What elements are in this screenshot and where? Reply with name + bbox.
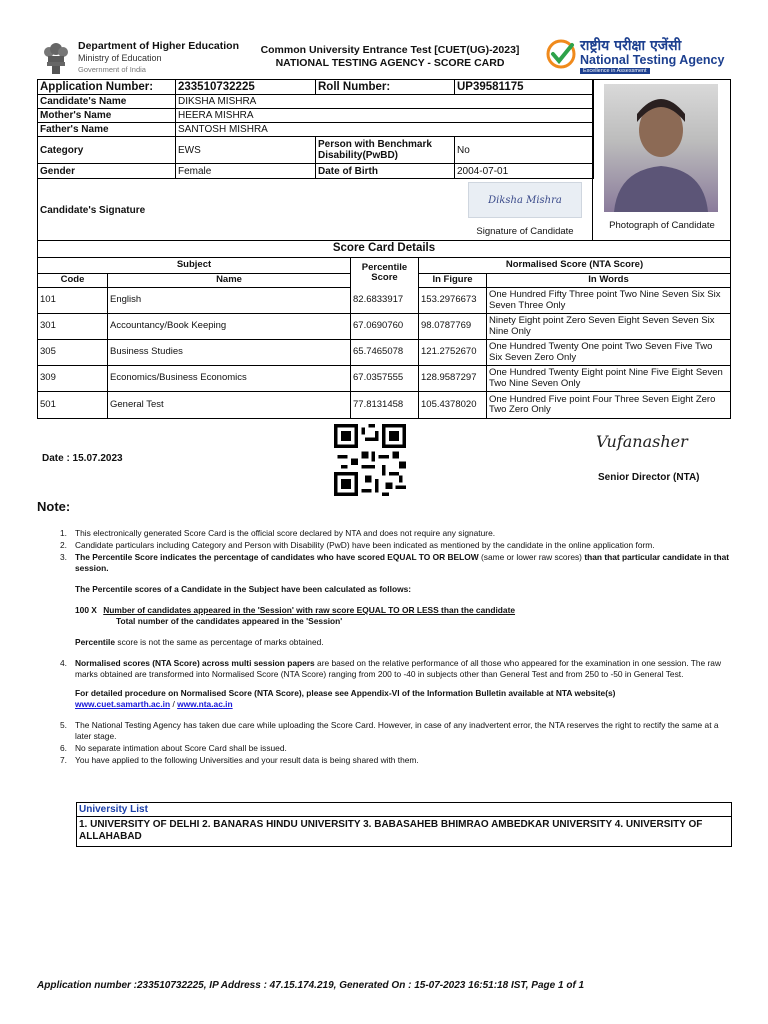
mother-label: Mother's Name bbox=[38, 109, 176, 122]
category-label: Category bbox=[38, 137, 176, 163]
department-name: Department of Higher Education bbox=[78, 40, 240, 52]
subject-code: 101 bbox=[38, 288, 108, 313]
nta-score-figure: 128.9587297 bbox=[419, 366, 487, 391]
gender-value: Female bbox=[176, 164, 316, 178]
mother-row bbox=[38, 109, 594, 123]
signature-label: Candidate's Signature bbox=[40, 204, 146, 216]
candidate-details bbox=[37, 79, 731, 241]
figure-header: In Figure bbox=[419, 274, 487, 287]
father-name: SANTOSH MISHRA bbox=[176, 123, 594, 136]
score-card bbox=[37, 241, 731, 419]
gender-row bbox=[38, 164, 594, 179]
nta-english-name: National Testing Agency bbox=[580, 53, 725, 67]
state-emblem-icon bbox=[38, 36, 74, 76]
university-list-heading: University List bbox=[77, 803, 731, 817]
note-2: Candidate particulars including Category and Person with Disability (PwD) have been indicated as mentioned by the candidate in the online application form. bbox=[75, 540, 655, 550]
nta-score-figure: 98.0787769 bbox=[419, 314, 487, 339]
nta-logo bbox=[546, 36, 732, 76]
words-header: In Words bbox=[588, 274, 629, 286]
photo-caption: Photograph of Candidate bbox=[609, 220, 715, 231]
subject-code: 501 bbox=[38, 392, 108, 418]
note-3: The Percentile Score indicates the percentage of candidates who have scored EQUAL TO OR BELOW (same or lower raw scores) than that particular candidate in that session. bbox=[75, 552, 730, 573]
note-3-calc: The Percentile scores of a Candidate in the Subject have been calculated as follows: bbox=[75, 584, 412, 594]
note-item: 1. This electronically generated Score Card is the official score declared by NTA and does not require any signature. bbox=[60, 528, 730, 539]
qr-code-icon[interactable] bbox=[333, 424, 407, 496]
director-title: Senior Director (NTA) bbox=[598, 472, 700, 483]
gender-label: Gender bbox=[38, 164, 176, 178]
pwbd-value: No bbox=[455, 137, 594, 163]
dob-value: 2004-07-01 bbox=[455, 164, 594, 178]
name-label: Candidate's Name bbox=[38, 95, 176, 108]
candidate-photo bbox=[604, 84, 718, 212]
note-item: 5. The National Testing Agency has taken due care while uploading the Score Card. However, in case of any inadvertent error, the NTA reserves the right to rectify the same at a later stage. bbox=[60, 720, 730, 742]
percentile-score: 82.6833917 bbox=[351, 288, 419, 313]
subject-group-header: Subject bbox=[38, 258, 351, 273]
subject-name: General Test bbox=[108, 392, 351, 418]
director-signature: Vufanasher bbox=[596, 432, 688, 451]
note-3-formula: 100 X Number of candidates appeared in the 'Session' with raw score EQUAL TO OR LESS than the candidate bbox=[75, 605, 516, 615]
score-row bbox=[38, 288, 730, 314]
percentile-score: 65.7465078 bbox=[351, 340, 419, 365]
page-footer: Application number :233510732225, IP Address : 47.15.174.219, Generated On : 15-07-2023 16:51:18 IST, Page 1 of 1 bbox=[37, 980, 585, 991]
subject-code: 309 bbox=[38, 366, 108, 391]
nta-score-figure: 153.2976673 bbox=[419, 288, 487, 313]
application-number: 233510732225 bbox=[176, 80, 316, 94]
note-3-percentile: Percentile score is not the same as percentage of marks obtained. bbox=[75, 637, 324, 647]
note-item: 2. Candidate particulars including Category and Person with Disability (PwD) have been indicated as mentioned by the candidate in the online application form. bbox=[60, 540, 730, 551]
note-item: 6. No separate intimation about Score Card shall be issued. bbox=[60, 743, 730, 754]
score-row bbox=[38, 340, 730, 366]
roll-label: Roll Number: bbox=[316, 80, 455, 94]
ministry-name: Ministry of Education bbox=[78, 53, 162, 63]
note-7: You have applied to the following Universities and your result data is being shared with them. bbox=[75, 755, 419, 765]
mother-name: HEERA MISHRA bbox=[176, 109, 594, 122]
subject-code: 301 bbox=[38, 314, 108, 339]
father-label: Father's Name bbox=[38, 123, 176, 136]
note-item: 7. You have applied to the following Universities and your result data is being shared with them. bbox=[60, 755, 730, 766]
name-header: Name bbox=[108, 274, 351, 287]
cuet-website-link[interactable]: www.cuet.samarth.ac.in bbox=[75, 699, 171, 709]
pwbd-label: Person with Benchmark Disability(PwBD) bbox=[316, 137, 455, 163]
university-list-body: 1. UNIVERSITY OF DELHI 2. BANARAS HINDU UNIVERSITY 3. BABASAHEB BHIMRAO AMBEDKAR UNIVERSITY 4. UNIVERSITY OF ALLAHABAD bbox=[79, 819, 703, 842]
subject-name: Accountancy/Book Keeping bbox=[108, 314, 351, 339]
nta-score-words: One Hundred Twenty Eight point Nine Five Eight Seven Two Nine Seven Only bbox=[489, 367, 723, 389]
ministry-block bbox=[78, 40, 239, 76]
note-1: This electronically generated Score Card is the official score declared by NTA and does not require any signature. bbox=[75, 528, 496, 538]
note-item: 3. The Percentile Score indicates the percentage of candidates who have scored EQUAL TO OR BELOW (same or lower raw scores) than that particular candidate in that session. bbox=[60, 552, 730, 573]
government-name: Government of India bbox=[78, 65, 146, 74]
name-row bbox=[38, 95, 594, 109]
subject-code: 305 bbox=[38, 340, 108, 365]
nta-hindi-name: राष्ट्रीय परीक्षा एजेंसी bbox=[580, 38, 682, 54]
category-row bbox=[38, 137, 594, 164]
photo-cell bbox=[592, 80, 730, 241]
note-heading: Note: bbox=[37, 499, 71, 514]
page-title bbox=[240, 44, 540, 70]
category-value: EWS bbox=[176, 137, 316, 163]
title-line-1: Common University Entrance Test [CUET(UG)-2023] bbox=[260, 44, 520, 56]
score-row bbox=[38, 392, 730, 418]
subject-name: Business Studies bbox=[108, 340, 351, 365]
score-row bbox=[38, 314, 730, 340]
note-4: Normalised scores (NTA Score) across multi session papers are based on the relative performance of all those who appeared for the examination in one session. The raw marks obtained are transformed into Normalised Score (NTA Score) ranging from 200 to -40 in subjects other than General Test and from 250 to -50 in General Test. bbox=[75, 658, 721, 679]
application-label: Application Number: bbox=[38, 80, 176, 94]
university-list bbox=[76, 802, 732, 847]
note-4-links: www.cuet.samarth.ac.in / www.nta.ac.in bbox=[75, 699, 233, 709]
code-header: Code bbox=[38, 274, 108, 287]
signature-caption: Signature of Candidate bbox=[476, 226, 574, 237]
nta-score-words: One Hundred Fifty Three point Two Nine Seven Six Six Seven Three Only bbox=[489, 289, 721, 311]
percentile-header: Percentile Score bbox=[351, 258, 419, 288]
score-row bbox=[38, 366, 730, 392]
person-silhouette-icon bbox=[604, 84, 718, 212]
nta-score-words: One Hundred Five point Four Three Seven Eight Zero Two Zero Only bbox=[489, 393, 716, 415]
notes-list bbox=[60, 528, 730, 767]
percentile-score: 67.0357555 bbox=[351, 366, 419, 391]
roll-number: UP39581175 bbox=[455, 80, 594, 94]
nta-website-link[interactable]: www.nta.ac.in bbox=[177, 699, 233, 709]
issue-date: Date : 15.07.2023 bbox=[42, 453, 123, 464]
candidate-name: DIKSHA MISHRA bbox=[176, 95, 594, 108]
note-item: 4. Normalised scores (NTA Score) across multi session papers are based on the relative performance of all those who appeared for the examination in one session. The raw marks obtained are transformed into Normalised Score (NTA Score) ranging from 200 to -40 in subjects other than General Test and from 250 to -50 in General Test. bbox=[60, 658, 730, 680]
candidate-signature-image: Diksha Mishra bbox=[468, 182, 582, 218]
application-row bbox=[38, 80, 594, 95]
note-3-formula-den: Total number of the candidates appeared in the 'Session' bbox=[116, 616, 343, 626]
score-card-title: Score Card Details bbox=[38, 241, 730, 258]
nta-score-words: Ninety Eight point Zero Seven Eight Seven Seven Six Nine Only bbox=[489, 315, 715, 337]
subject-name: Economics/Business Economics bbox=[108, 366, 351, 391]
nta-check-logo-icon bbox=[546, 38, 578, 72]
title-line-2: NATIONAL TESTING AGENCY - SCORE CARD bbox=[275, 57, 505, 69]
dob-label: Date of Birth bbox=[316, 164, 455, 178]
note-5: The National Testing Agency has taken due care while uploading the Score Card. However, in case of any inadvertent error, the NTA reserves the right to rectify the same at a later stage. bbox=[75, 720, 719, 741]
note-6: No separate intimation about Score Card shall be issued. bbox=[75, 743, 287, 753]
nta-score-figure: 121.2752670 bbox=[419, 340, 487, 365]
nta-score-figure: 105.4378020 bbox=[419, 392, 487, 418]
nta-tagline: Excellence in Assessment bbox=[580, 68, 650, 74]
nta-score-words: One Hundred Twenty One point Two Seven Five Two Six Seven Zero Only bbox=[489, 341, 713, 363]
note-4-detail: For detailed procedure on Normalised Score (NTA Score), please see Appendix-VI of the Information Bulletin available at NTA website(s) bbox=[75, 688, 616, 698]
percentile-score: 77.8131458 bbox=[351, 392, 419, 418]
normalised-group-header: Normalised Score (NTA Score) bbox=[505, 259, 644, 271]
father-row bbox=[38, 123, 594, 137]
percentile-score: 67.0690760 bbox=[351, 314, 419, 339]
score-rows bbox=[38, 288, 730, 418]
subject-name: English bbox=[108, 288, 351, 313]
